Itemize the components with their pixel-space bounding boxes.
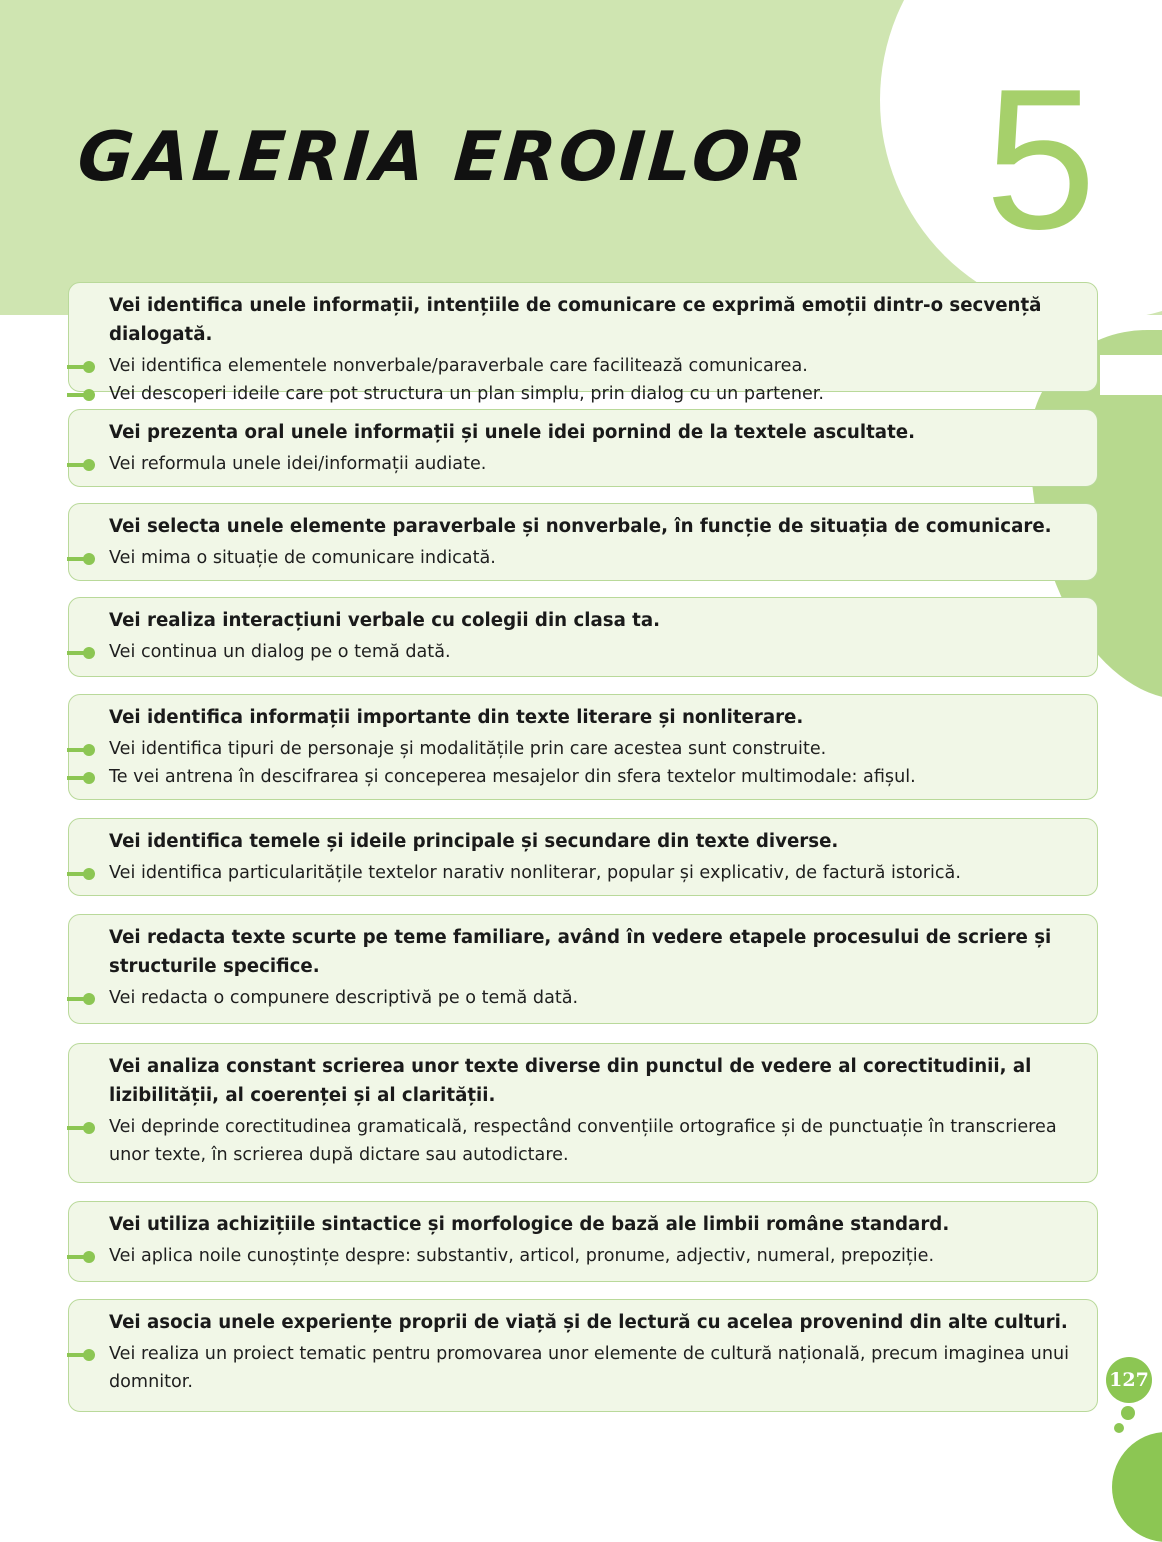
objective-item-text: Vei aplica noile cunoștințe despre: substantiv, articol, pronume, adjectiv, numeral, prepoziție. [109, 1246, 935, 1266]
objective-item [109, 859, 1075, 887]
objective-title: Vei identifica temele și ideile principale și secundare din texte diverse. [109, 831, 839, 852]
objective-item-text: Vei descoperi ideile care pot structura un plan simplu, prin dialog cu un partener. [109, 384, 825, 404]
objective-title: Vei identifica unele informații, intențiile de comunicare ce exprimă emoții dintr-o secvență dialogată. [109, 295, 1042, 345]
page-title: GALERIA EROILOR [75, 118, 811, 197]
bullet-icon [67, 647, 103, 659]
objective-title: Vei asocia unele experiențe proprii de viață și de lectură cu acelea provenind din alte culturi. [109, 1312, 1068, 1333]
objective-title: Vei utiliza achizițiile sintactice și morfologice de bază ale limbii române standard. [109, 1214, 950, 1235]
objective-item [109, 1113, 1075, 1169]
decorative-dot [1114, 1423, 1124, 1433]
objective-card [68, 694, 1098, 800]
objective-item-text: Vei redacta o compunere descriptivă pe o temă dată. [109, 988, 579, 1008]
objective-item [109, 380, 1075, 408]
objective-item-text: Vei identifica particularitățile textelor narativ nonliterar, popular și explicativ, de factură istorică. [109, 863, 961, 883]
objective-card [68, 409, 1098, 487]
chapter-number: 5 [985, 48, 1097, 271]
objective-item [109, 735, 1075, 763]
objective-item [109, 1340, 1075, 1396]
objective-item [109, 984, 1075, 1012]
objective-item [109, 544, 1075, 572]
bullet-icon [67, 1349, 103, 1361]
bullet-icon [67, 1122, 103, 1134]
objective-item-text: Te vei antrena în descifrarea și conceperea mesajelor din sfera textelor multimodale: afișul. [109, 767, 916, 787]
decorative-side-blob-mask [1100, 355, 1162, 395]
bullet-icon [67, 868, 103, 880]
objective-title: Vei selecta unele elemente paraverbale și nonverbale, în funcție de situația de comunicare. [109, 516, 1052, 537]
decorative-corner-blob [1112, 1432, 1162, 1542]
bullet-icon [67, 389, 103, 401]
objective-item-text: Vei continua un dialog pe o temă dată. [109, 642, 451, 662]
objective-card [68, 282, 1098, 404]
objective-item [109, 352, 1075, 380]
objective-item-text: Vei reformula unele idei/informații audiate. [109, 454, 487, 474]
decorative-dot [1121, 1406, 1135, 1420]
bullet-icon [67, 1251, 103, 1263]
objective-card [68, 818, 1098, 896]
objective-card [68, 1043, 1098, 1183]
objective-title: Vei redacta texte scurte pe teme familiare, având în vedere etapele procesului de scriere și structurile specifice. [109, 927, 1052, 977]
bullet-icon [67, 772, 103, 784]
objective-card [68, 914, 1098, 1024]
objective-item-text: Vei deprinde corectitudinea gramaticală, respectând convențiile ortografice și de punctuație în transcrierea unor texte, în scrierea după dictare sau autodictare. [109, 1117, 1057, 1165]
page-number: 127 [1106, 1357, 1152, 1403]
bullet-icon [67, 361, 103, 373]
objective-title: Vei realiza interacțiuni verbale cu colegii din clasa ta. [109, 610, 661, 631]
objective-title: Vei prezenta oral unele informații și unele idei pornind de la textele ascultate. [109, 422, 916, 443]
bullet-icon [67, 993, 103, 1005]
objective-item-text: Vei identifica elementele nonverbale/paraverbale care facilitează comunicarea. [109, 356, 808, 376]
objective-title: Vei analiza constant scrierea unor texte diverse din punctul de vedere al corectitudinii, al lizibilității, al coerenței și al clarității. [109, 1056, 1032, 1106]
objective-card [68, 1201, 1098, 1282]
objective-item [109, 1242, 1075, 1270]
bullet-icon [67, 553, 103, 565]
objective-title: Vei identifica informații importante din texte literare și nonliterare. [109, 707, 804, 728]
objective-card [68, 503, 1098, 581]
objective-item-text: Vei realiza un proiect tematic pentru promovarea unor elemente de cultură națională, precum imaginea unui domnitor. [109, 1344, 1070, 1392]
bullet-icon [67, 744, 103, 756]
objective-card [68, 1299, 1098, 1412]
objective-item [109, 763, 1075, 791]
objective-item [109, 450, 1075, 478]
objective-item-text: Vei identifica tipuri de personaje și modalitățile prin care acestea sunt construite. [109, 739, 827, 759]
objective-item [109, 638, 1075, 666]
bullet-icon [67, 459, 103, 471]
objective-item-text: Vei mima o situație de comunicare indicată. [109, 548, 496, 568]
objective-card [68, 597, 1098, 677]
